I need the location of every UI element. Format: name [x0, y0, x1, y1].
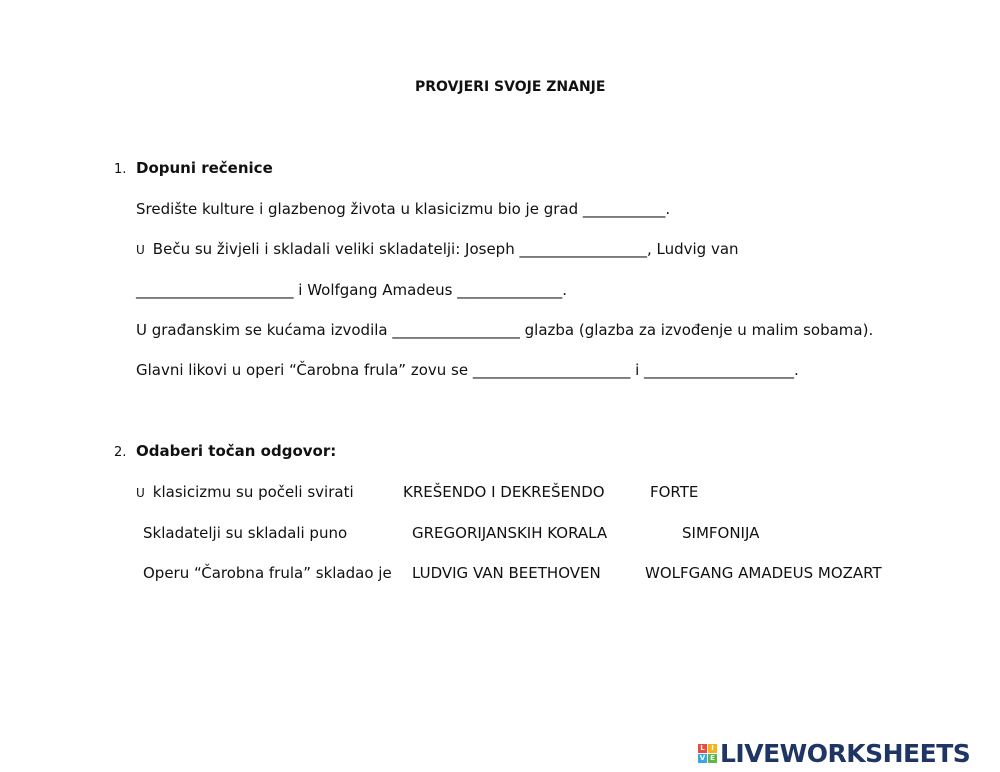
liveworksheets-logo-icon — [698, 744, 717, 763]
q1-sentence-5: Glavni likovi u operi “Čarobna frula” zovu se _____________________ i ____________________. — [136, 361, 799, 379]
logo-square-l: L — [698, 744, 707, 753]
q2-row-3-prompt: Operu “Čarobna frula” skladao je — [143, 564, 392, 582]
q2-row-1-prefix: U — [136, 486, 145, 500]
q2-row-2-option-a[interactable]: GREGORIJANSKIH KORALA — [412, 524, 608, 542]
q1-sentence-2-text: Beču su živjeli i skladali veliki skladatelji: Joseph _________________, Ludvig van — [152, 240, 739, 258]
question-1-number: 1. — [114, 162, 127, 177]
page-title: PROVJERI SVOJE ZNANJE — [415, 79, 606, 95]
q2-row-3-option-a[interactable]: LUDVIG VAN BEETHOVEN — [412, 564, 601, 582]
q1-sentence-3: _____________________ i Wolfgang Amadeus ______________. — [136, 281, 567, 299]
liveworksheets-logo-text: LIVEWORKSHEETS — [720, 738, 971, 768]
logo-square-e: E — [708, 754, 717, 763]
q2-row-3-option-b[interactable]: WOLFGANG AMADEUS MOZART — [645, 564, 882, 582]
q1-sentence-2-prefix: U — [136, 243, 145, 257]
question-2-number: 2. — [114, 445, 127, 460]
q2-row-2-prompt: Skladatelji su skladali puno — [143, 524, 348, 542]
logo-square-v: V — [699, 753, 706, 762]
question-2-heading: Odaberi točan odgovor: — [136, 442, 337, 460]
q2-row-1-prompt — [136, 485, 354, 500]
liveworksheets-logo — [698, 738, 970, 768]
logo-square-i: I — [708, 744, 717, 753]
question-1-heading: Dopuni rečenice — [136, 159, 273, 177]
q1-sentence-2 — [136, 242, 739, 257]
q1-sentence-4: U građanskim se kućama izvodila _________________ glazba (glazba za izvođenje u malim sobama). — [136, 321, 874, 339]
q2-row-1-text: klasicizmu su počeli svirati — [152, 483, 354, 501]
q2-row-1-option-a[interactable]: KREŠENDO I DEKREŠENDO — [403, 483, 605, 501]
q1-sentence-1: Središte kulture i glazbenog života u klasicizmu bio je grad ___________. — [136, 200, 671, 218]
q2-row-2-option-b[interactable]: SIMFONIJA — [682, 524, 760, 542]
q2-row-1-option-b[interactable]: FORTE — [650, 483, 699, 501]
